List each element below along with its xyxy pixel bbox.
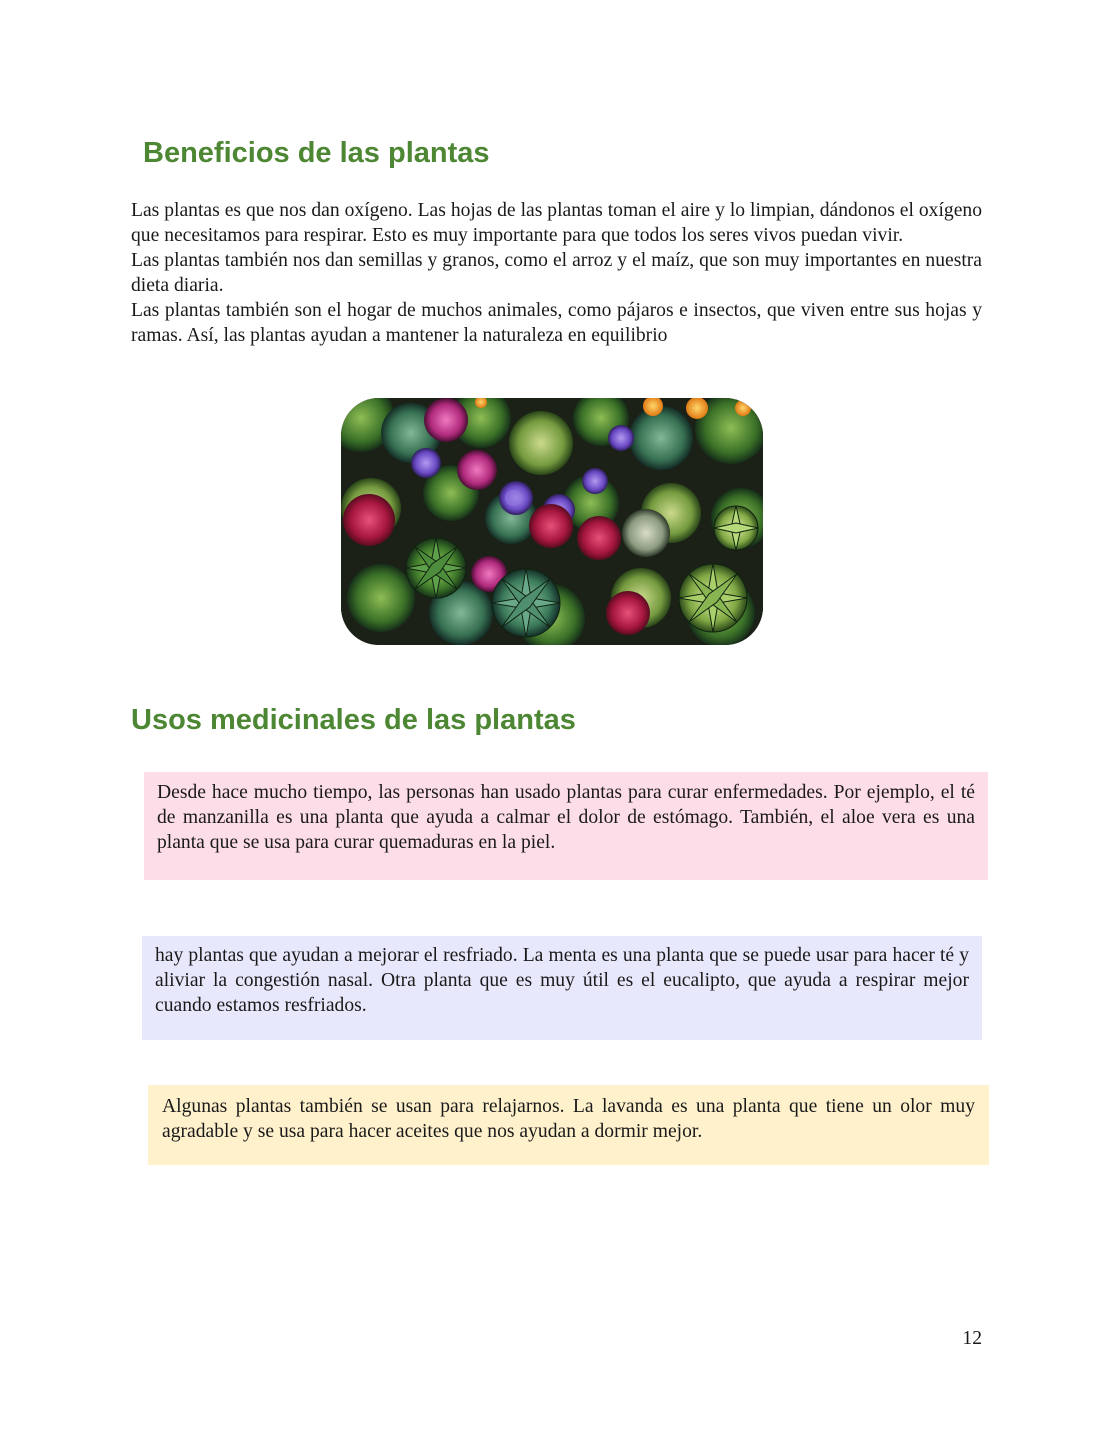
paragraph: Las plantas es que nos dan oxígeno. Las hojas de las plantas toman el aire y lo limpian, dándonos el oxígeno que necesitamos para respirar. Esto es muy importante para que todos los seres vivos puedan vivir. xyxy=(131,200,982,246)
info-box-text: Algunas plantas también se usan para relajarnos. La lavanda es una planta que tiene un olor muy agradable y se usa para hacer aceites que nos ayudan a dormir mejor. xyxy=(162,1096,975,1142)
paragraph: Las plantas también nos dan semillas y granos, como el arroz y el maíz, que son muy importantes en nuestra dieta diaria. xyxy=(131,250,982,296)
info-box-text: hay plantas que ayudan a mejorar el resfriado. La menta es una planta que se puede usar para hacer té y aliviar la congestión nasal. Otra planta que es muy útil es el eucalipto, que ayuda a respirar mejor cuando estamos resfriados. xyxy=(155,945,969,1016)
section-title-benefits: Beneficios de las plantas xyxy=(143,137,490,169)
info-box-lavender xyxy=(142,936,982,1040)
info-box-yellow xyxy=(148,1085,989,1165)
plants-photo xyxy=(341,398,763,645)
plants-illustration xyxy=(341,398,763,645)
section-title-medicinal: Usos medicinales de las plantas xyxy=(131,704,576,736)
info-box-text: Desde hace mucho tiempo, las personas han usado plantas para curar enfermedades. Por ejemplo, el té de manzanilla es una planta que ayuda a calmar el dolor de estómago. También, el aloe vera es una planta que se usa para curar quemaduras en la piel. xyxy=(157,782,975,853)
info-box-pink xyxy=(144,772,988,880)
page-number: 12 xyxy=(962,1328,982,1349)
benefits-text xyxy=(131,198,982,348)
paragraph: Las plantas también son el hogar de muchos animales, como pájaros e insectos, que viven entre sus hojas y ramas. Así, las plantas ayudan a mantener la naturaleza en equilibrio xyxy=(131,300,982,346)
